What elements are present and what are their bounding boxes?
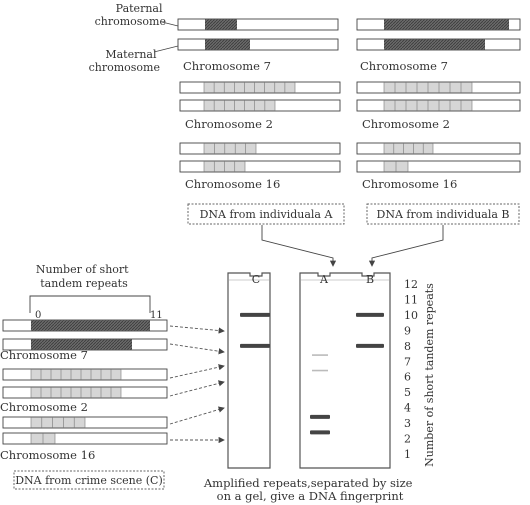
axis-number-1: 1 [404, 448, 411, 461]
scale-end: 11 [150, 310, 163, 321]
axis-number-2: 2 [404, 432, 411, 446]
chr16-label-a: Chromosome 16 [185, 177, 281, 191]
band-lane-a-2 [310, 415, 330, 419]
arrow-3 [170, 366, 224, 378]
arrow-1 [170, 326, 224, 331]
c-chr2-maternal-repeat-region [31, 388, 121, 398]
a-chr7-paternal [178, 19, 338, 30]
paternal-label: Paternal chromosome [94, 2, 166, 28]
lane-c-label: C [251, 273, 261, 286]
crime-scene-arrows [170, 326, 224, 440]
dna-a-connector [262, 225, 333, 266]
axis-number-10: 10 [404, 308, 418, 322]
axis-number-6: 6 [404, 370, 411, 384]
band-lane-c-2 [240, 313, 270, 317]
b-chr7-maternal-repeat-region [384, 40, 485, 50]
caption: Amplified repeats,separated by size on a gel, give a DNA fingerprint [203, 476, 413, 503]
dna-b-connector [372, 225, 443, 266]
a-chr7-maternal-repeat-region [205, 40, 250, 50]
chr16-label-b: Chromosome 16 [362, 177, 458, 191]
a-chr2-maternal-repeat-region [204, 101, 275, 111]
dna-c-label: DNA from crime scene (C) [15, 474, 163, 487]
lane-b-label: B [365, 273, 375, 286]
b-chr16-maternal [357, 161, 520, 172]
a-chr2-paternal [180, 82, 340, 93]
c-chr16-maternal [3, 433, 167, 444]
faint-mark-1 [312, 370, 328, 372]
a-chr2-maternal [180, 100, 340, 111]
b-chr16-paternal [357, 143, 520, 154]
repeats-title: Number of short tandem repeats [35, 263, 129, 290]
b-chr16-maternal-body [357, 161, 520, 172]
c-chr7-paternal-repeat-region [31, 321, 150, 331]
b-chr7-maternal [357, 39, 520, 50]
axis-number-12: 12 [404, 278, 418, 291]
a-chr7-paternal-body [178, 19, 338, 30]
axis-number-4: 4 [404, 401, 411, 415]
chr7-label-b: Chromosome 7 [360, 59, 448, 73]
arrow-4 [170, 382, 224, 396]
c-chr16-paternal-repeat-region [31, 418, 85, 428]
chr7-label-c: Chromosome 7 [0, 348, 88, 362]
axis-number-3: 3 [404, 417, 411, 431]
a-chr7-paternal-repeat-region [205, 20, 237, 30]
gel-c-outline [228, 273, 270, 468]
band-lane-b-1 [356, 344, 384, 348]
lane-a-label: A [320, 273, 328, 286]
a-chr16-paternal [180, 143, 340, 154]
maternal-label: Maternal chromosome [88, 48, 160, 74]
axis-numbers [404, 278, 418, 461]
b-chr2-maternal [357, 100, 520, 111]
chr7-label-a: Chromosome 7 [183, 59, 271, 73]
a-chr16-paternal-repeat-region [204, 144, 256, 154]
a-chr2-paternal-repeat-region [204, 83, 295, 93]
b-chr7-paternal [357, 19, 520, 30]
chr2-label-b: Chromosome 2 [362, 117, 450, 131]
c-chr16-maternal-body [3, 433, 167, 444]
axis-number-5: 5 [404, 386, 411, 400]
scale-start: 0 [35, 310, 42, 321]
b-chr2-paternal [357, 82, 520, 93]
dna-a-label: DNA from individuala A [199, 208, 333, 221]
b-chr16-paternal-repeat-region [384, 144, 433, 154]
repeats-bracket [30, 296, 150, 313]
c-chr16-paternal [3, 417, 167, 428]
a-chr7-maternal-body [178, 39, 338, 50]
c-chr2-paternal [3, 369, 167, 380]
band-lane-a-1 [310, 430, 330, 434]
axis-label: Number of short tandem repeats [423, 283, 436, 467]
b-chr16-paternal-body [357, 143, 520, 154]
c-chr2-maternal [3, 387, 167, 398]
gel-c [228, 273, 270, 468]
chr2-label-c: Chromosome 2 [0, 400, 88, 414]
axis-number-9: 9 [404, 324, 411, 338]
dna-b-label: DNA from individuala B [376, 208, 510, 221]
chr2-label-a: Chromosome 2 [185, 117, 273, 131]
arrow-5 [170, 408, 224, 424]
c-chr2-paternal-repeat-region [31, 370, 121, 380]
band-lane-b-2 [356, 313, 384, 317]
faint-mark-2 [312, 354, 328, 356]
a-chr7-maternal [178, 39, 338, 50]
b-chr7-paternal-repeat-region [384, 20, 509, 30]
band-lane-c-1 [240, 344, 270, 348]
axis-number-11: 11 [404, 293, 418, 307]
a-chr16-maternal [180, 161, 340, 172]
chr16-label-c: Chromosome 16 [0, 448, 96, 462]
c-chr7-paternal [3, 320, 167, 331]
axis-number-8: 8 [404, 339, 411, 353]
arrow-2 [170, 344, 224, 352]
axis-number-7: 7 [404, 355, 411, 369]
